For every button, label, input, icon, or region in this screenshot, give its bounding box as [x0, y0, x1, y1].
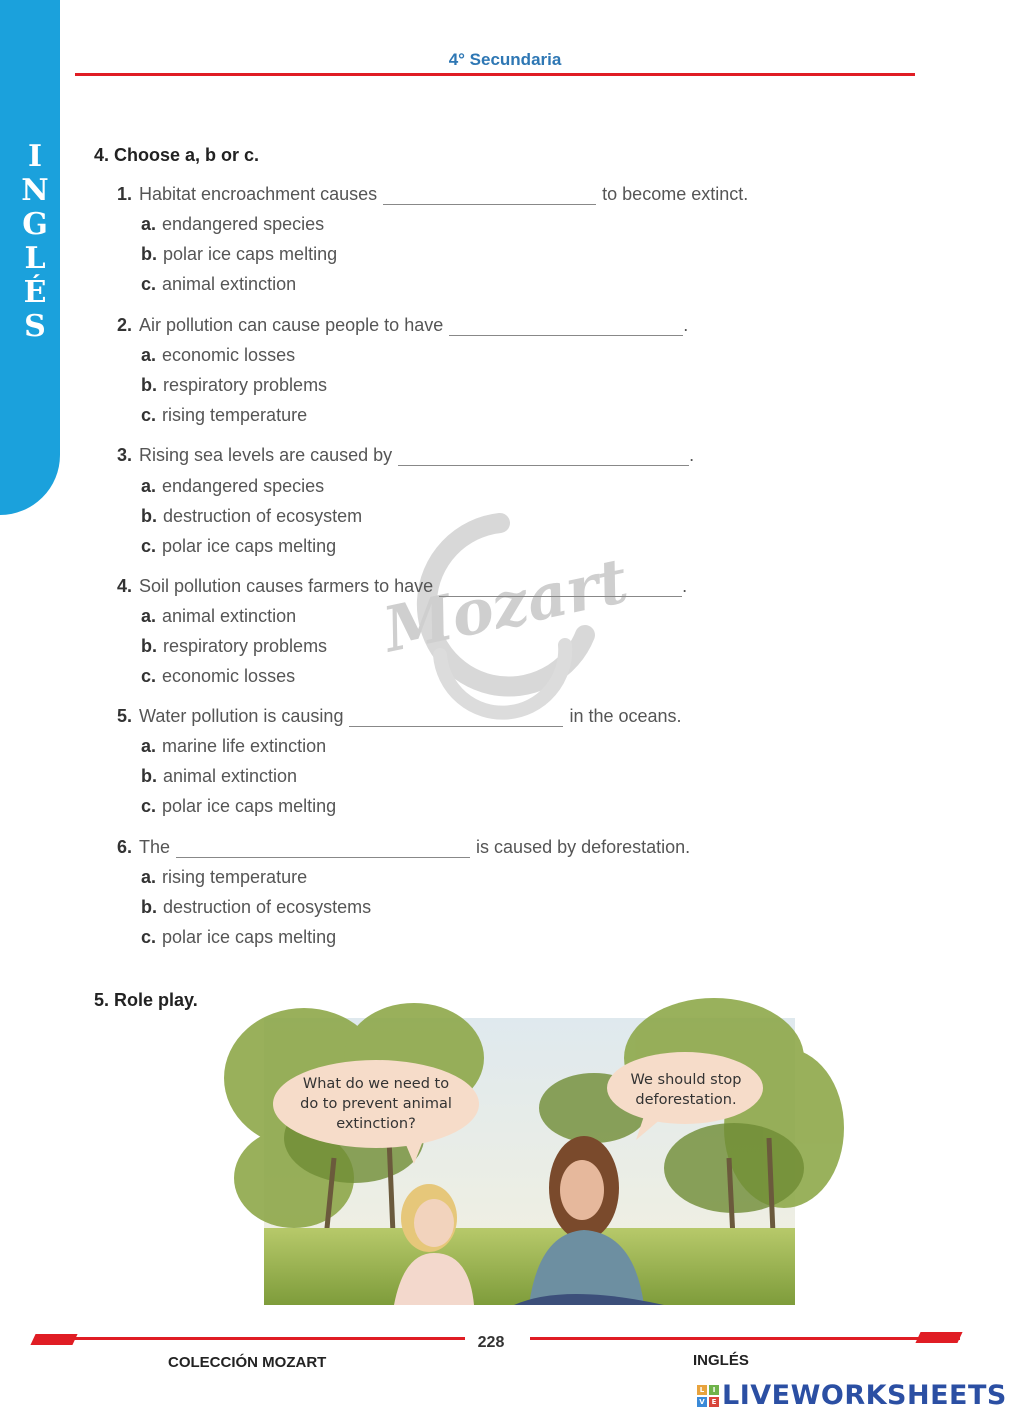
footer-divider-right	[530, 1337, 960, 1340]
option-letter: a.	[141, 345, 157, 365]
side-tab-letter: G	[22, 207, 48, 242]
side-tab-letter: N	[21, 173, 49, 208]
option-b[interactable]	[141, 506, 362, 527]
answer-blank[interactable]	[439, 578, 682, 597]
option-text: economic losses	[162, 345, 296, 365]
footer-subject: INGLÉS	[693, 1352, 749, 1369]
option-letter: a.	[141, 736, 157, 756]
footer-accent-left	[30, 1334, 77, 1345]
option-letter: b.	[141, 636, 157, 656]
option-a[interactable]	[141, 867, 307, 888]
option-a[interactable]	[141, 476, 324, 497]
question-text: Air pollution can cause people to have	[139, 315, 444, 335]
option-letter: c.	[141, 796, 157, 816]
option-text: polar ice caps melting	[162, 536, 337, 556]
question-text-end: in the oceans.	[569, 706, 682, 726]
option-a[interactable]	[141, 736, 326, 757]
question-5	[117, 706, 682, 727]
option-letter: c.	[141, 666, 157, 686]
answer-blank[interactable]	[398, 447, 689, 466]
option-b[interactable]	[141, 244, 337, 265]
question-4	[117, 576, 687, 597]
option-letter: b.	[141, 897, 157, 917]
option-c[interactable]	[141, 405, 307, 426]
option-b[interactable]	[141, 897, 371, 918]
question-number: 3.	[117, 445, 133, 465]
park-scene	[264, 1018, 795, 1305]
question-text-end: .	[683, 315, 689, 335]
option-text: economic losses	[162, 666, 296, 686]
side-tab-letter: S	[24, 309, 46, 344]
question-text-end: is caused by deforestation.	[476, 837, 691, 857]
option-text: animal extinction	[163, 766, 298, 786]
option-text: destruction of ecosystem	[163, 506, 363, 526]
option-letter: b.	[141, 244, 157, 264]
option-text: respiratory problems	[163, 375, 328, 395]
option-letter: a.	[141, 476, 157, 496]
question-number: 6.	[117, 837, 133, 857]
option-c[interactable]	[141, 927, 336, 948]
question-number: 4.	[117, 576, 133, 596]
option-letter: c.	[141, 927, 157, 947]
question-text: Habitat encroachment causes	[139, 184, 378, 204]
option-letter: c.	[141, 274, 157, 294]
question-number: 2.	[117, 315, 133, 335]
question-1	[117, 184, 748, 205]
option-text: destruction of ecosystems	[163, 897, 372, 917]
option-c[interactable]	[141, 666, 295, 687]
option-text: rising temperature	[162, 405, 308, 425]
question-text: Rising sea levels are caused by	[139, 445, 393, 465]
role-play-illustration	[264, 1018, 795, 1305]
option-b[interactable]	[141, 766, 297, 787]
option-c[interactable]	[141, 274, 296, 295]
side-tab-label	[0, 140, 70, 344]
section-4-title: 4. Choose a, b or c.	[94, 145, 260, 165]
side-tab-letter: I	[27, 139, 43, 174]
question-text-end: to become extinct.	[602, 184, 749, 204]
option-a[interactable]	[141, 214, 324, 235]
question-3	[117, 445, 694, 466]
option-letter: a.	[141, 867, 157, 887]
option-a[interactable]	[141, 345, 295, 366]
option-letter: c.	[141, 405, 157, 425]
question-6	[117, 837, 690, 858]
mozart-watermark	[377, 505, 634, 705]
option-b[interactable]	[141, 375, 327, 396]
question-text-end: .	[689, 445, 695, 465]
footer-divider-left	[35, 1337, 465, 1340]
logo-grid-icon: L I V E	[697, 1385, 719, 1407]
side-tab-letter: L	[24, 241, 46, 276]
question-text: Water pollution is causing	[139, 706, 344, 726]
option-c[interactable]	[141, 536, 336, 557]
option-text: animal extinction	[162, 606, 297, 626]
option-text: polar ice caps melting	[162, 796, 337, 816]
option-text: rising temperature	[162, 867, 308, 887]
answer-blank[interactable]	[449, 317, 683, 336]
section-5-title: 5. Role play.	[94, 990, 198, 1010]
option-text: animal extinction	[162, 274, 297, 294]
header-divider	[75, 73, 915, 76]
option-text: polar ice caps melting	[163, 244, 338, 264]
page-header-title: 4° Secundaria	[448, 50, 562, 69]
option-text: endangered species	[162, 214, 325, 234]
footer-accent-right	[915, 1332, 962, 1343]
option-c[interactable]	[141, 796, 336, 817]
answer-blank[interactable]	[349, 708, 563, 727]
option-text: polar ice caps melting	[162, 927, 337, 947]
option-text: respiratory problems	[163, 636, 328, 656]
option-text: endangered species	[162, 476, 325, 496]
question-2	[117, 315, 688, 336]
option-letter: c.	[141, 536, 157, 556]
side-tab-letter: É	[23, 275, 47, 310]
question-number: 5.	[117, 706, 133, 726]
answer-blank[interactable]	[383, 186, 596, 205]
option-letter: a.	[141, 214, 157, 234]
logo-text: LIVEWORKSHEETS	[722, 1380, 1007, 1411]
speech-text-right: We should stop deforestation.	[630, 1072, 742, 1108]
option-text: marine life extinction	[162, 736, 327, 756]
option-letter: b.	[141, 375, 157, 395]
watermark-text: Mozart	[377, 543, 634, 667]
option-letter: b.	[141, 766, 157, 786]
option-letter: b.	[141, 506, 157, 526]
option-b[interactable]	[141, 636, 327, 657]
option-a[interactable]	[141, 606, 296, 627]
liveworksheets-logo[interactable]	[697, 1380, 1007, 1411]
speech-text-left: What do we need to do to prevent animal extinction?	[300, 1076, 452, 1132]
question-text-end: .	[682, 576, 688, 596]
answer-blank[interactable]	[176, 839, 470, 858]
question-number: 1.	[117, 184, 133, 204]
footer-collection-name: COLECCIÓN MOZART	[168, 1354, 327, 1371]
page-number: 228	[477, 1334, 505, 1351]
question-text: Soil pollution causes farmers to have	[139, 576, 434, 596]
question-text: The	[139, 837, 171, 857]
option-letter: a.	[141, 606, 157, 626]
